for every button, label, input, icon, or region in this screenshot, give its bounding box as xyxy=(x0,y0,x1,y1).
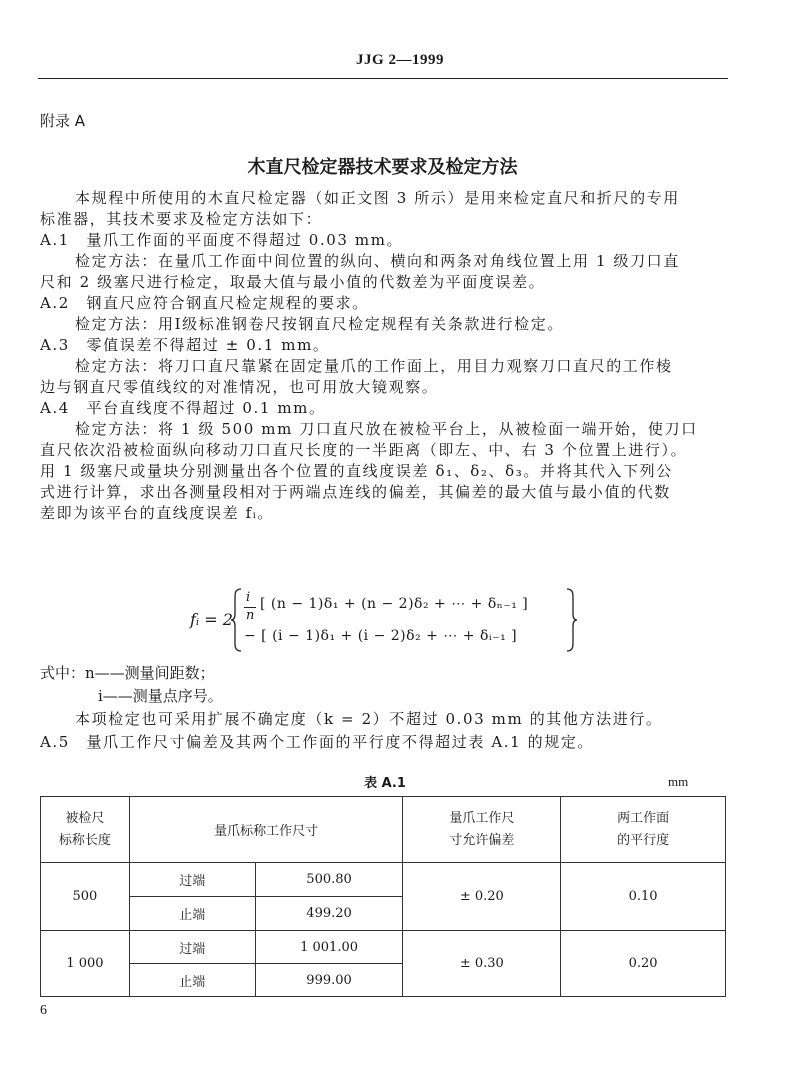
cell-nogo-label: 止端 xyxy=(129,897,255,931)
body-paragraphs xyxy=(40,188,730,524)
paragraph-line: 检定方法：用Ⅰ级标准钢卷尺按钢直尺检定规程有关条款进行检定。 xyxy=(75,315,564,333)
table-caption: 表 A.1 xyxy=(364,776,406,791)
paragraph-line: 检定方法：在量爪工作面中间位置的纵向、横向和两条对角线位置上用 1 级刀口直 xyxy=(75,252,680,270)
paragraph-line: 标准器，其技术要求及检定方法如下： xyxy=(40,210,323,228)
table-row xyxy=(41,931,726,964)
table-unit: mm xyxy=(668,774,689,789)
cell-nogo-value: 499.20 xyxy=(255,897,403,931)
standard-code: JJG 2—1999 xyxy=(356,52,444,68)
cell-deviation: ± 0.30 xyxy=(403,931,561,997)
appendix-label: 附录 A xyxy=(40,112,86,130)
page-number: 6 xyxy=(40,1003,47,1018)
fraction-denominator: n xyxy=(246,608,255,623)
clause-a5: A.5 量爪工作尺寸偏差及其两个工作面的平行度不得超过表 A.1 的规定。 xyxy=(40,733,595,751)
cell-parallel: 0.10 xyxy=(561,863,726,931)
cell-nogo-label: 止端 xyxy=(129,964,255,997)
formula-row-1: [ (n − 1)δ₁ + (n − 2)δ₂ + ⋯ + δₙ₋₁ ] xyxy=(260,596,529,612)
header-parallel: 两工作面 的平行度 xyxy=(561,797,726,863)
header-deviation: 量爪工作尺 寸允许偏差 xyxy=(403,797,561,863)
spec-table xyxy=(40,796,726,997)
paragraph-line: 尺和 2 级塞尺进行检定，取最大值与最小值的代数差为平面度误差。 xyxy=(40,273,546,291)
header-length: 被检尺 标称长度 xyxy=(41,797,130,863)
fraction-i-over-n xyxy=(242,588,260,624)
definitions-prefix: 式中： xyxy=(40,664,86,682)
cell-go-value: 1 001.00 xyxy=(255,931,403,964)
formula-row-2: − [ (i − 1)δ₁ + (i − 2)δ₂ + ⋯ + δᵢ₋₁ ] xyxy=(244,628,518,644)
paragraph-line: 检定方法：将刀口直尺靠紧在固定量爪的工作面上，用目力观察刀口直尺的工作棱 xyxy=(75,357,673,375)
formula-definitions xyxy=(40,662,223,708)
cell-parallel: 0.20 xyxy=(561,931,726,997)
paragraph-line: 用 1 级塞尺或量块分别测量出各个位置的直线度误差 δ₁、δ₂、δ₃。并将其代入下列公 xyxy=(40,462,673,480)
document-title: 木直尺检定器技术要求及检定方法 xyxy=(247,157,518,178)
cell-deviation: ± 0.20 xyxy=(403,863,561,931)
paragraph-line: 边与钢直尺零值线纹的对准情况，也可用放大镜观察。 xyxy=(40,378,439,396)
header-rule xyxy=(38,78,728,79)
paragraph-line: A.2 钢直尺应符合钢直尺检定规程的要求。 xyxy=(40,294,369,312)
right-brace xyxy=(566,588,578,652)
cell-go-label: 过端 xyxy=(129,931,255,964)
paragraph-line: 直尺依次沿被检面纵向移动刀口直尺长度的一半距离（即左、中、右 3 个位置上进行）。 xyxy=(40,441,688,459)
paragraph-line: A.4 平台直线度不得超过 0.1 mm。 xyxy=(40,399,326,417)
paragraph-line: 差即为该平台的直线度误差 fᵢ。 xyxy=(40,504,274,522)
table-header-row xyxy=(41,797,726,863)
cell-nogo-value: 999.00 xyxy=(255,964,403,997)
cell-go-label: 过端 xyxy=(129,863,255,897)
definition-n: n——测量间距数； xyxy=(85,664,215,682)
cell-length: 500 xyxy=(41,863,130,931)
paragraph-line: A.1 量爪工作面的平面度不得超过 0.03 mm。 xyxy=(40,231,404,249)
paragraph-line: 本规程中所使用的木直尺检定器（如正文图 3 所示）是用来检定直尺和折尺的专用 xyxy=(75,189,680,207)
straightness-formula xyxy=(190,588,590,654)
table-row xyxy=(41,863,726,897)
definition-i: i——测量点序号。 xyxy=(98,687,223,705)
paragraph-line: A.3 零值误差不得超过 ± 0.1 mm。 xyxy=(40,336,330,354)
uncertainty-note: 本项检定也可采用扩展不确定度（k = 2）不超过 0.03 mm 的其他方法进行。 xyxy=(75,710,663,728)
fraction-numerator: i xyxy=(246,590,251,605)
cell-length: 1 000 xyxy=(41,931,130,997)
tail-paragraphs xyxy=(40,708,730,754)
paragraph-line: 式进行计算，求出各测量段相对于两端点连线的偏差，其偏差的最大值与最小值的代数 xyxy=(40,483,671,501)
formula-lhs: fᵢ = 2 xyxy=(190,610,233,629)
paragraph-line: 检定方法：将 1 级 500 mm 刀口直尺放在被检平台上，从被检面一端开始，使刀口 xyxy=(75,420,698,438)
header-nominal: 量爪标称工作尺寸 xyxy=(129,797,403,863)
cell-go-value: 500.80 xyxy=(255,863,403,897)
left-brace xyxy=(230,588,242,652)
